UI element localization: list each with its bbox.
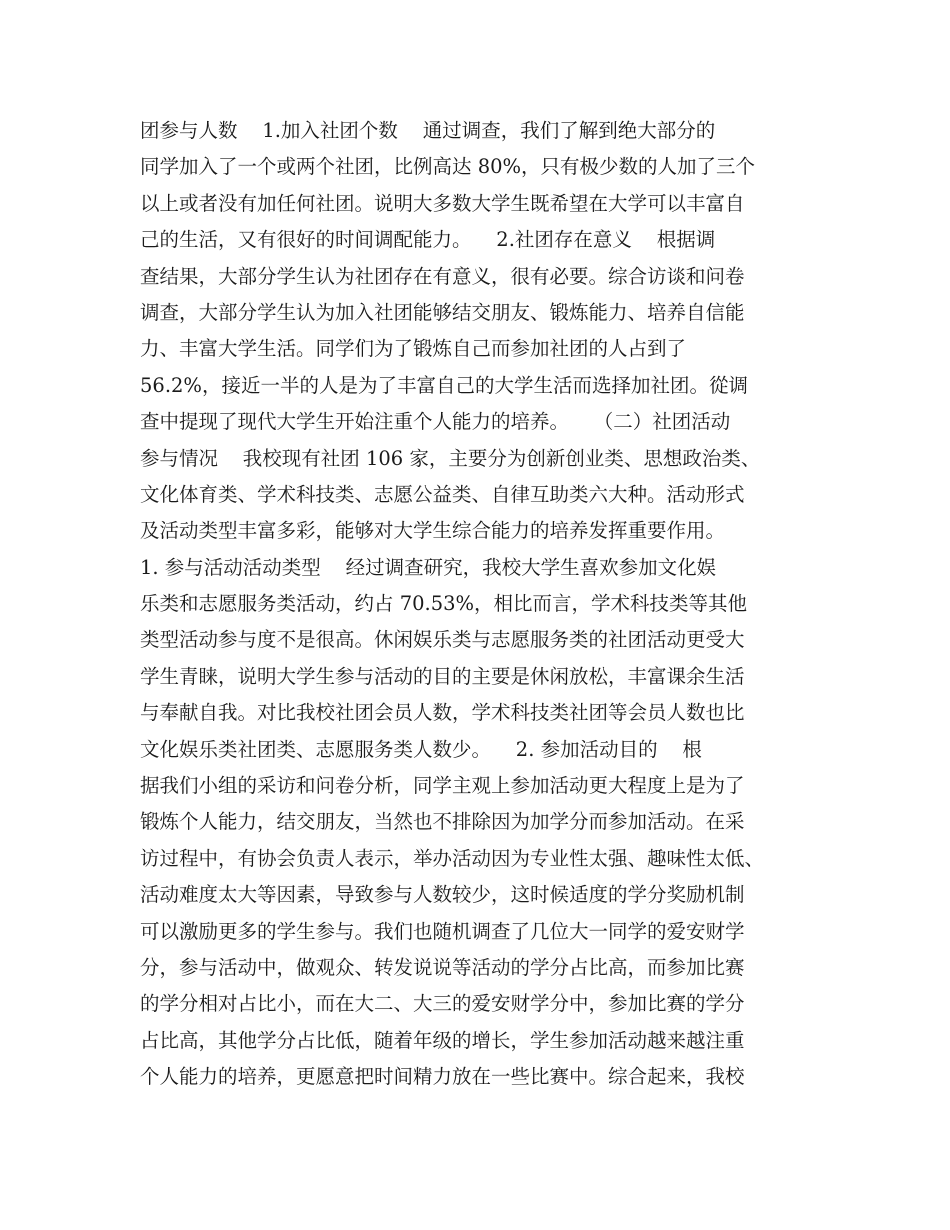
text-line: 团参与人数 1.加入社团个数 通过调查，我们了解到绝大部分的 — [140, 119, 716, 142]
text-line: 以上或者没有加任何社团。说明大多数大学生既希望在大学可以丰富自 — [140, 191, 745, 215]
text-line: 占比高，其他学分占比低，随着年级的增长，学生参加活动越来越注重 — [140, 1028, 745, 1052]
text-line: 访过程中，有协会负责人表示，举办活动因为专业性太强、趣味性太低、 — [140, 846, 765, 870]
text-line: 查中提现了现代大学生开始注重个人能力的培养。 （二）社团活动 — [140, 410, 731, 434]
text-line: 可以激励更多的学生参与。我们也随机调查了几位大一同学的爱安财学 — [140, 919, 745, 943]
text-line: 活动难度太大等因素，导致参与人数较少，这时候适度的学分奖励机制 — [140, 883, 745, 907]
text-line: 锻炼个人能力，结交朋友，当然也不排除因为加学分而参加活动。在采 — [140, 810, 745, 834]
text-line: 据我们小组的采访和问卷分析，同学主观上参加活动更大程度上是为了 — [140, 774, 745, 798]
text-line: 学生青睐，说明大学生参与活动的目的主要是休闲放松，丰富课余生活 — [140, 664, 745, 688]
text-line: 类型活动参与度不是很高。休闲娱乐类与志愿服务类的社团活动更受大 — [140, 628, 745, 652]
text-line: 查结果，大部分学生认为社团存在有意义，很有必要。综合访谈和问卷 — [140, 264, 745, 288]
text-line: 己的生活，又有很好的时间调配能力。 2.社团存在意义 根据调 — [140, 228, 716, 252]
text-line: 的学分相对占比小，而在大二、大三的爱安财学分中，参加比赛的学分 — [140, 992, 745, 1016]
text-line: 及活动类型丰富多彩，能够对大学生综合能力的培养发挥重要作用。 — [140, 519, 726, 543]
text-line: 56.2%，接近一半的人是为了丰富自己的大学生活而选择加社团。從调 — [140, 373, 748, 397]
text-line: 同学加入了一个或两个社团，比例高达 80%，只有极少数的人加了三个 — [140, 155, 756, 179]
text-line: 文化体育类、学术科技类、志愿公益类、自律互助类六大种。活动形式 — [140, 482, 745, 506]
text-line: 力、丰富大学生活。同学们为了锻炼自己而参加社团的人占到了 — [140, 337, 687, 361]
text-line: 分，参与活动中，做观众、转发说说等活动的学分占比高，而参加比赛 — [140, 955, 745, 979]
text-line: 参与情况 我校现有社团 106 家，主要分为创新创业类、思想政治类、 — [140, 446, 761, 470]
text-line: 个人能力的培养，更愿意把时间精力放在一些比赛中。综合起来，我校 — [140, 1065, 745, 1089]
body-text — [140, 113, 830, 1096]
text-line: 乐类和志愿服务类活动，约占 70.53%，相比而言，学术科技类等其他 — [140, 592, 748, 616]
text-line: 调查，大部分学生认为加入社团能够结交朋友、锻炼能力、培养自信能 — [140, 300, 745, 324]
text-line: 文化娱乐类社团类、志愿服务类人数少。 2. 参加活动目的 根 — [140, 737, 702, 761]
text-line: 与奉献自我。对比我校社团会员人数，学术科技类社团等会员人数也比 — [140, 701, 745, 725]
text-line: 1. 参与活动活动类型 经过调查研究，我校大学生喜欢参加文化娱 — [140, 555, 717, 579]
